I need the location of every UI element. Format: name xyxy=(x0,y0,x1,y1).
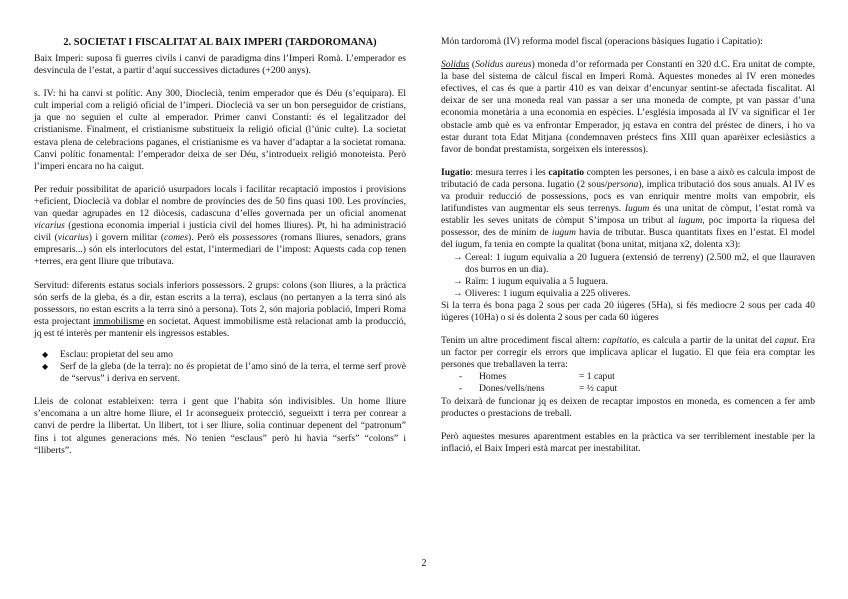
servitude-list xyxy=(34,349,406,385)
arrow-right-icon: → xyxy=(453,251,463,263)
paragraph-segle-iv: s. IV: hi ha canvi st polític. Any 300, Dioclecià, tenim emperador que és Déu (s’equipara). El cult imperial com a religió oficial de l’imperi. Dioclecià va ser un bon perseguidor de cristians, ja que no seguien el culte al emperador. Primer canvi Constantí: és el legalitzador del cristianisme. Finalment, el cristianisme substitueix la religió oficial (l’únic culte). La societat estava plena de celebracions paganes, el cristianisme es va haver d’adaptar a la societat romana. Canvi polític fonamental: l’emperador deixa de ser Déu, s’introdueix religió monoteista. Però l’imperi encara no ha caigut. xyxy=(34,88,406,172)
caput-table xyxy=(459,371,617,395)
paragraph-land-quality: Si la terra és bona paga 2 sous per cada 20 iúgeres (5Ha), si fés mediocre 2 sous per cada 40 iúgeres (10Ha) o si és dolenta 2 sous per cada 60 iúgeres xyxy=(441,299,815,323)
paragraph-servitud: Servitud: diferents estatus socials inferiors possessors. 2 grups: colons (son lliures, a la pràctica són serfs de la gleba, és a dir, estan escrits a la terra), esclaus (no pertanyen a la terra sinó als possessors, no estan escrits a la terra sinó a persona). Tots 2, són majoria població, Imperi Roma esta projectant immobilisme en societat. Aquest immobilisme està relacionat amb la producció, jq est té interès per mantenir els ingressos estables. xyxy=(34,279,406,339)
left-column xyxy=(34,36,406,468)
paragraph-colonat: Lleis de colonat estableixen: terra i gent que l’habita són indivisibles. Un home lliure s’encomana a un altre home lliure, el 1r aconsegueix protecció, segueixtt i terra per conrear a canvi de perdre la llibertat. Un llibert, tot i ser lliure, solia continuar depenent del “patronum” fins i tot algunes generacions més. No tenien “esclaus” però hi havia “serfs” “colons” i “lliberts”. xyxy=(34,396,406,456)
diamond-bullet-icon: ◆ xyxy=(42,362,49,372)
table-row: - Dones/vells/nens = ½ caput xyxy=(459,383,618,395)
paragraph-diocletian-reform: Per reduir possibilitat de aparició usurpadors locals i facilitar recaptació impostos i provisions +eficient, Dioclecià va doblar el nombre de províncies des de 50 fins quasi 100. Les províncies, van quedar agrupades en 12 diòcesis, cadascuna d’elles governada per un oficial anomenat vicarius (gestiona economia imperial i justícia civil del homes lliures). Pt, hi ha administració civil (vicarius) i govern militar (comes). Però els possessores (romans lliures, senadors, grans empresaris...) són els interlocutors del estat, l’intermediari de l’impost: Aquests cada cop tenen +terres, era gent lliure que tributava. xyxy=(34,183,406,268)
list-item: → Cereal: 1 iugum equivalia a 20 Iuguera (extensió de terreny) (2.500 m2, el que llauraven dos burros en un dia). xyxy=(453,251,815,275)
list-item: ◆ Serf de la gleba (de la terra): no és propietat de l’amo sinó de la terra, el terme serf provè de “servus” i deriva en servent. xyxy=(42,361,406,385)
paragraph-instability: Però aquestes mesures aparentment estables en la pràctica va ser terriblement inestable per la inflació, el Baix Imperi està marcat per inestabilitat. xyxy=(441,430,815,454)
table-row: - Homes = 1 caput xyxy=(459,371,615,383)
section-title: 2. SOCIETAT I FISCALITAT AL BAIX IMPERI (TARDOROMANA) xyxy=(63,37,377,48)
list-item: → Oliveres: 1 iugum equivalia a 225 oliveres. xyxy=(453,287,631,299)
paragraph-capitatio: Tenim un altre procediment fiscal altern: capitatio, es calcula a partir de la unitat del caput. Era un factor per corregir els errors que implicava aplicar el Iugatio. El que feia era comptar les persones que treballaven la terra: xyxy=(441,335,815,371)
diamond-bullet-icon: ◆ xyxy=(42,349,49,359)
arrow-right-icon: → xyxy=(453,287,463,299)
paragraph-baix-imperi: Baix Imperi: suposa fi guerres civils i canvi de paradigma dins l’Imperi Romà. L’emperador es desvincula de l’estat, a partir d’aquí successives dictadures (+200 anys). xyxy=(34,53,406,77)
iugum-equivalence-list xyxy=(441,252,815,300)
paragraph-intro-fiscal: Món tardoromà (IV) reforma model fiscal (operacions bàsiques Iugatio i Capitatio): xyxy=(441,36,763,47)
paragraph-iugatio: Iugatio: mesura terres i les capitatio compten les persones, i en base a això es calcula impost de tributació de cada persona. Iugatio (2 sous/persona), implica tributació dos sous anuals. Al IV es va produir reducció de possessions, pocs es van enriquir mentre molts van empobrir, els latifundistes van augmentar els seus terrenys. Iugum és una unitat de còmput, l’estat romà va establir les seves unitats de còmput S’imposa un tribut al iugum, poc importa la riquesa del possessor, des de mínim de iugum havia de tributar. Busca quantitats fixes en l’estat. El model del iugum, fa tenia en compte la qualitat (bona unitat, mitjana x2, dolenta x3): xyxy=(441,166,815,251)
right-column xyxy=(441,36,815,466)
list-item: → Raïm: 1 iugum equivalia a 5 Iuguera. xyxy=(453,275,609,287)
paragraph-tax-in-kind: To deixarà de funcionar jq es deixen de recaptar impostos en moneda, es comencen a fer amb productes o prestacions de treball. xyxy=(441,395,815,419)
page-number: 2 xyxy=(421,558,427,569)
arrow-right-icon: → xyxy=(453,275,463,287)
paragraph-solidus: Solidus (Solidus aureus) moneda d’or reformada per Constantí en 320 d.C. Era unitat de compte, la base del sistema de càlcul fiscal en Imperi Romà. Aquestes monedes al IV eren monedes efectives, el cas és que a partir 410 es van deixar d’encunyar sentint-se afectada fiscalitat. Al deixar de ser una moneda real van passar a ser una moneda de compte, pt van passar d’una economia monetària a una economia en espècies. L’església imposada al IV va significar el 1er obstacle amb què es va enfrontar Emperador, jq estava en contra del préstec de diners, i ho va estar durant tota Edat Mitjana (condemnaven préstecs fins XIII quan aparèixer eclesiàstics a favor de bondat prestamista, sorgeixen els interessos). xyxy=(441,59,816,155)
list-item: ◆ Esclau: propietat del seu amo xyxy=(42,348,173,360)
